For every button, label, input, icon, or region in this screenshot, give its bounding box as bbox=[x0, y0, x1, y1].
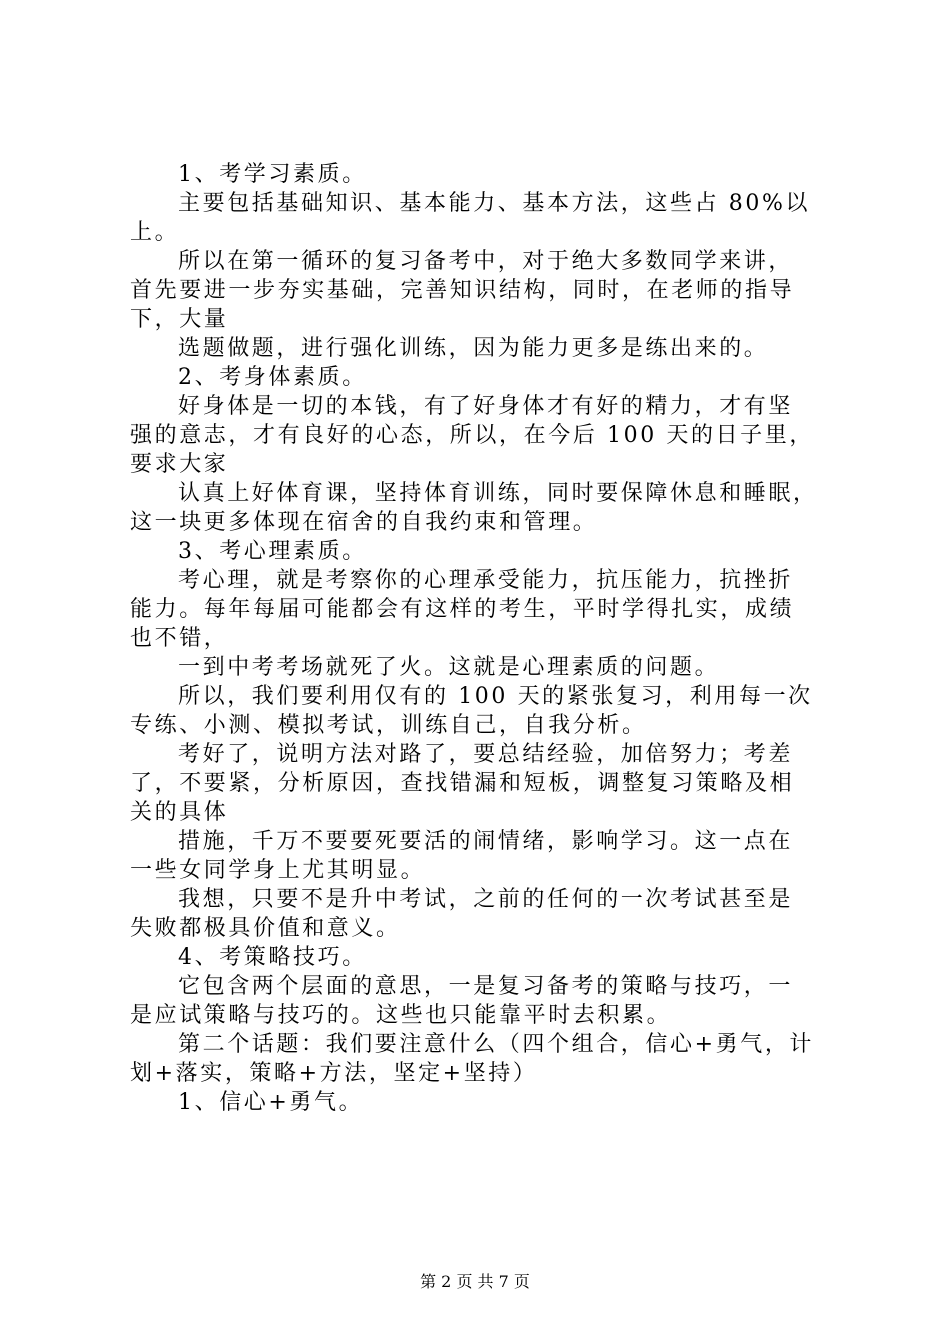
text-line: 是应试策略与技巧的。这些也只能靠平时去积累。 bbox=[130, 1003, 672, 1028]
text-line: 所以，我们要利用仅有的 100 天的紧张复习，利用每一次 bbox=[178, 684, 813, 709]
text-line: 4、考策略技巧。 bbox=[178, 945, 367, 970]
document-body bbox=[130, 160, 830, 1117]
text-line: 所以在第一循环的复习备考中，对于绝大多数同学来讲， bbox=[178, 249, 794, 274]
text-line: 也不错， bbox=[130, 626, 229, 651]
text-line: 好身体是一切的本钱，有了好身体才有好的精力，才有坚 bbox=[178, 394, 794, 419]
text-line: 上。 bbox=[130, 220, 180, 245]
text-line: 划+落实，策略+方法，坚定+坚持） bbox=[130, 1061, 538, 1086]
text-line: 一到中考考场就死了火。这就是心理素质的问题。 bbox=[178, 655, 720, 680]
text-line: 了，不要紧，分析原因，查找错漏和短板，调整复习策略及相 bbox=[130, 771, 795, 796]
text-line: 认真上好体育课，坚持体育训练，同时要保障休息和睡眠， bbox=[178, 481, 818, 506]
text-line: 主要包括基础知识、基本能力、基本方法，这些占 80%以 bbox=[178, 191, 811, 216]
text-line: 强的意志，才有良好的心态，所以，在今后 100 天的日子里， bbox=[130, 423, 814, 448]
text-line: 首先要进一步夯实基础，完善知识结构，同时，在老师的指导 bbox=[130, 278, 795, 303]
text-line: 要求大家 bbox=[130, 452, 229, 477]
text-line: 一些女同学身上尤其明显。 bbox=[130, 858, 426, 883]
text-line: 能力。每年每届可能都会有这样的考生，平时学得扎实，成绩 bbox=[130, 597, 795, 622]
page-footer: 第 2 页 共 7 页 bbox=[420, 1272, 530, 1291]
text-line: 第二个话题：我们要注意什么（四个组合，信心+勇气，计 bbox=[178, 1032, 815, 1057]
text-line: 1、考学习素质。 bbox=[178, 162, 367, 187]
text-line: 专练、小测、模拟考试，训练自己，自我分析。 bbox=[130, 713, 647, 738]
text-line: 关的具体 bbox=[130, 800, 229, 825]
text-line: 这一块更多体现在宿舍的自我约束和管理。 bbox=[130, 510, 598, 535]
text-line: 下，大量 bbox=[130, 307, 229, 332]
text-line: 2、考身体素质。 bbox=[178, 365, 367, 390]
text-line: 措施，千万不要要死要活的闹情绪，影响学习。这一点在 bbox=[178, 829, 794, 854]
text-line: 考心理，就是考察你的心理承受能力，抗压能力，抗挫折 bbox=[178, 568, 794, 593]
text-line: 3、考心理素质。 bbox=[178, 539, 367, 564]
text-line: 1、信心+勇气。 bbox=[178, 1090, 364, 1115]
text-line: 我想，只要不是升中考试，之前的任何的一次考试甚至是 bbox=[178, 887, 794, 912]
text-line: 失败都极具价值和意义。 bbox=[130, 916, 401, 941]
text-line: 选题做题，进行强化训练，因为能力更多是练出来的。 bbox=[178, 336, 769, 361]
text-line: 考好了，说明方法对路了，要总结经验，加倍努力；考差 bbox=[178, 742, 794, 767]
text-line: 它包含两个层面的意思，一是复习备考的策略与技巧，一 bbox=[178, 974, 794, 999]
